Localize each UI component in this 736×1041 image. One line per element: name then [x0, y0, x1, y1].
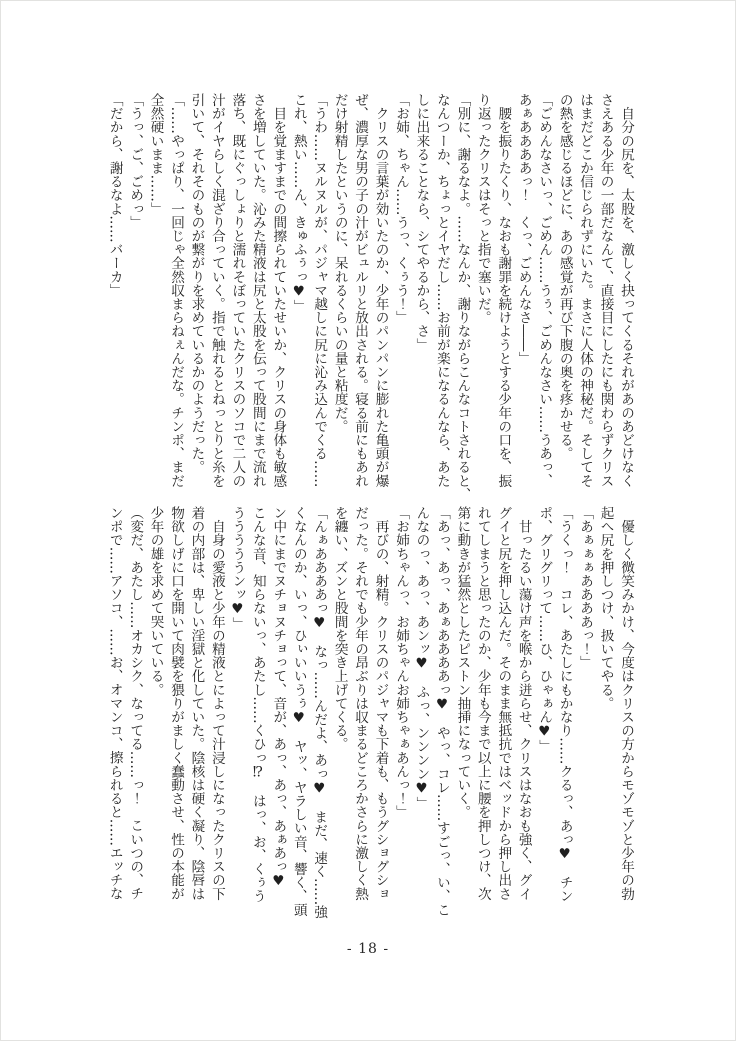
text-column: 起へ尻を押しつけ、扱いてやる。	[597, 506, 614, 710]
text-column: ポ、グリグリって……ひ、ひゃぁん♥」	[536, 506, 553, 754]
text-column: 「だから、謝るなよ……バーカ」	[106, 93, 123, 297]
text-column: 少年の雄を求めて哭いている。	[147, 506, 164, 697]
text-column: うううううンッ♥」	[229, 506, 246, 631]
text-column: なんつーか、ちょっとイヤだし……お前が楽になるんなら、あた	[433, 93, 450, 488]
text-column: 「うわ……ヌルヌルが、パジャマ越しに尻に沁み込んでくる……	[311, 93, 328, 488]
text-block-top	[104, 93, 636, 501]
text-column: れてしまうと思ったのか、少年も今まで以上に腰を押しつけ、次	[474, 506, 491, 901]
text-column: これ、熱い……ん、きゅふぅっ♥」	[290, 93, 307, 313]
text-column: 全然硬いまま……」	[147, 93, 164, 216]
text-column: しに出来ることなら、シてやるから、さ」	[413, 93, 430, 352]
text-column: 第に動きが猛然としたピストン抽挿になっていく。	[454, 506, 471, 819]
text-column: り返ったクリスはそっと指で塞いだ。	[474, 93, 491, 325]
text-column: 「お姉、ちゃん……うっ、くぅう！」	[393, 93, 410, 325]
page-number: - 18 -	[346, 941, 390, 957]
text-column: の熱を感じるほどに、あの感覚が再び下腹の奥を疼かせる。	[556, 93, 573, 461]
text-column: ンポで……アソコ、……お、オマンコ、擦られると……エッチな	[106, 506, 123, 901]
text-column: 自分の尻を、太股を、激しく抉ってくるそれがあのあどけなく	[618, 93, 634, 488]
text-column: 「……やっぱり、一回じゃ全然収まらねぇんだな。チンポ、まだ	[168, 93, 185, 488]
text-column: ぜ、濃厚な男の子の汁がビュルリと放出される。寝る前にもあれ	[352, 93, 369, 488]
text-column: んなのっ、あっ、あンッ♥ ふっ、ンンンン♥」	[413, 506, 430, 810]
text-column: 優しく微笑みかけ、今度はクリスの方からモゾモゾと少年の勃	[618, 506, 634, 901]
text-column: 「んぁああああっ♥ なっ……んだよ、あっ♥ まだ、速く……強	[311, 506, 328, 919]
text-column: 汁がイヤらしく混ざり合っていく。指で触れるとねっとりと糸を	[208, 93, 225, 488]
text-column: グイと尻を押し込んだ。そのまま無抵抗ではベッドから押し出さ	[495, 506, 512, 901]
text-column: 引いて、それそのものが繋がりを求めているかのようだった。	[188, 93, 205, 474]
text-column: 甘ったるい蕩け声を喉から迸らせ、クリスはなおも強く、グイ	[515, 506, 532, 901]
text-column: 「あっ、あっ、あぁああああっ♥ やっ、コレ……すごっ、い、こ	[433, 506, 450, 917]
text-column: くなんのか、いっ、ひぃいいうぅ♥ ヤッ、ヤラしい音、響く、頭	[290, 506, 307, 917]
text-column: はまだどこか信じられずにいた。まさに人体の神秘だ。そしてそ	[577, 93, 594, 488]
text-column: 腰を振りたくり、なおも謝罪を続けようとする少年の口を、振	[495, 93, 512, 488]
text-column: ン中にまでヌチョヌチョって、音が、あっ、あっ、あぁあっ♥	[270, 506, 287, 890]
text-column: 「うっ、ご、ごめっ」	[127, 93, 144, 229]
text-column: クリスの言葉が効いたのか、少年のパンパンに膨れた亀頭が爆	[372, 93, 389, 488]
text-column: 「あぁぁぁああああっ！」	[577, 506, 594, 670]
text-column: を纏い、ズンと股間を突き上げてくる。	[331, 506, 348, 751]
text-column: 再びの、射精。クリスのパジャマも下着も、もうグショグショ	[372, 506, 389, 901]
text-column: 「別に、謝るなよ。……なんか、謝りながらこんなコトされると、	[454, 93, 471, 501]
text-column: だった。それでも少年の昂ぶりは収まるどころかさらに激しく熱	[352, 506, 369, 901]
text-column: さを増していた。沁みた精液は尻と太股を伝って股間にまで流れ	[249, 93, 266, 488]
text-column: 落ち、既にぐっしょりと濡れそぼっていたクリスのソコで二人の	[229, 93, 246, 488]
text-column: 「お姉ちゃんっ、お姉ちゃんお姉ちゃぁあんっ！」	[393, 506, 410, 819]
text-column: （変だ、あたし……オカシク、なってる……っ！ こいつの、チ	[127, 506, 144, 901]
text-column: こんな音、知らないっ、あたし……くひっ⁉ はっ、お、くぅう	[249, 506, 266, 903]
text-column: 物欲しげに口を開いて肉襞を猥りがましく蠢動させ、性の本能が	[168, 506, 185, 901]
text-column: 目を覚ますまでの間擦られていたせいか、クリスの身体も敏感	[270, 93, 287, 488]
text-column: 「ごめんなさいっ、ごめん……うぅ、ごめんなさい……うあっ、	[536, 93, 553, 488]
text-column: だけ射精したというのに、呆れるくらいの量と粘度だ。	[331, 93, 348, 433]
text-column: 自身の愛液と少年の精液とによって汁浸しになったクリスの下	[208, 506, 225, 901]
text-column: 「うくっ！ コレ、あたしにもかなり……クるっ、あっ♥ チン	[556, 506, 573, 903]
text-block-bottom	[104, 506, 636, 936]
text-column: さえある少年の一部だなんて、直接目にしたにも関わらずクリス	[597, 93, 614, 488]
text-column: あぁああああっ！ くっ、ごめんなさ――」	[515, 93, 532, 365]
text-column: 着の内部は、卑しい淫獄と化していた。陰核は硬く凝り、陰唇は	[188, 506, 205, 901]
